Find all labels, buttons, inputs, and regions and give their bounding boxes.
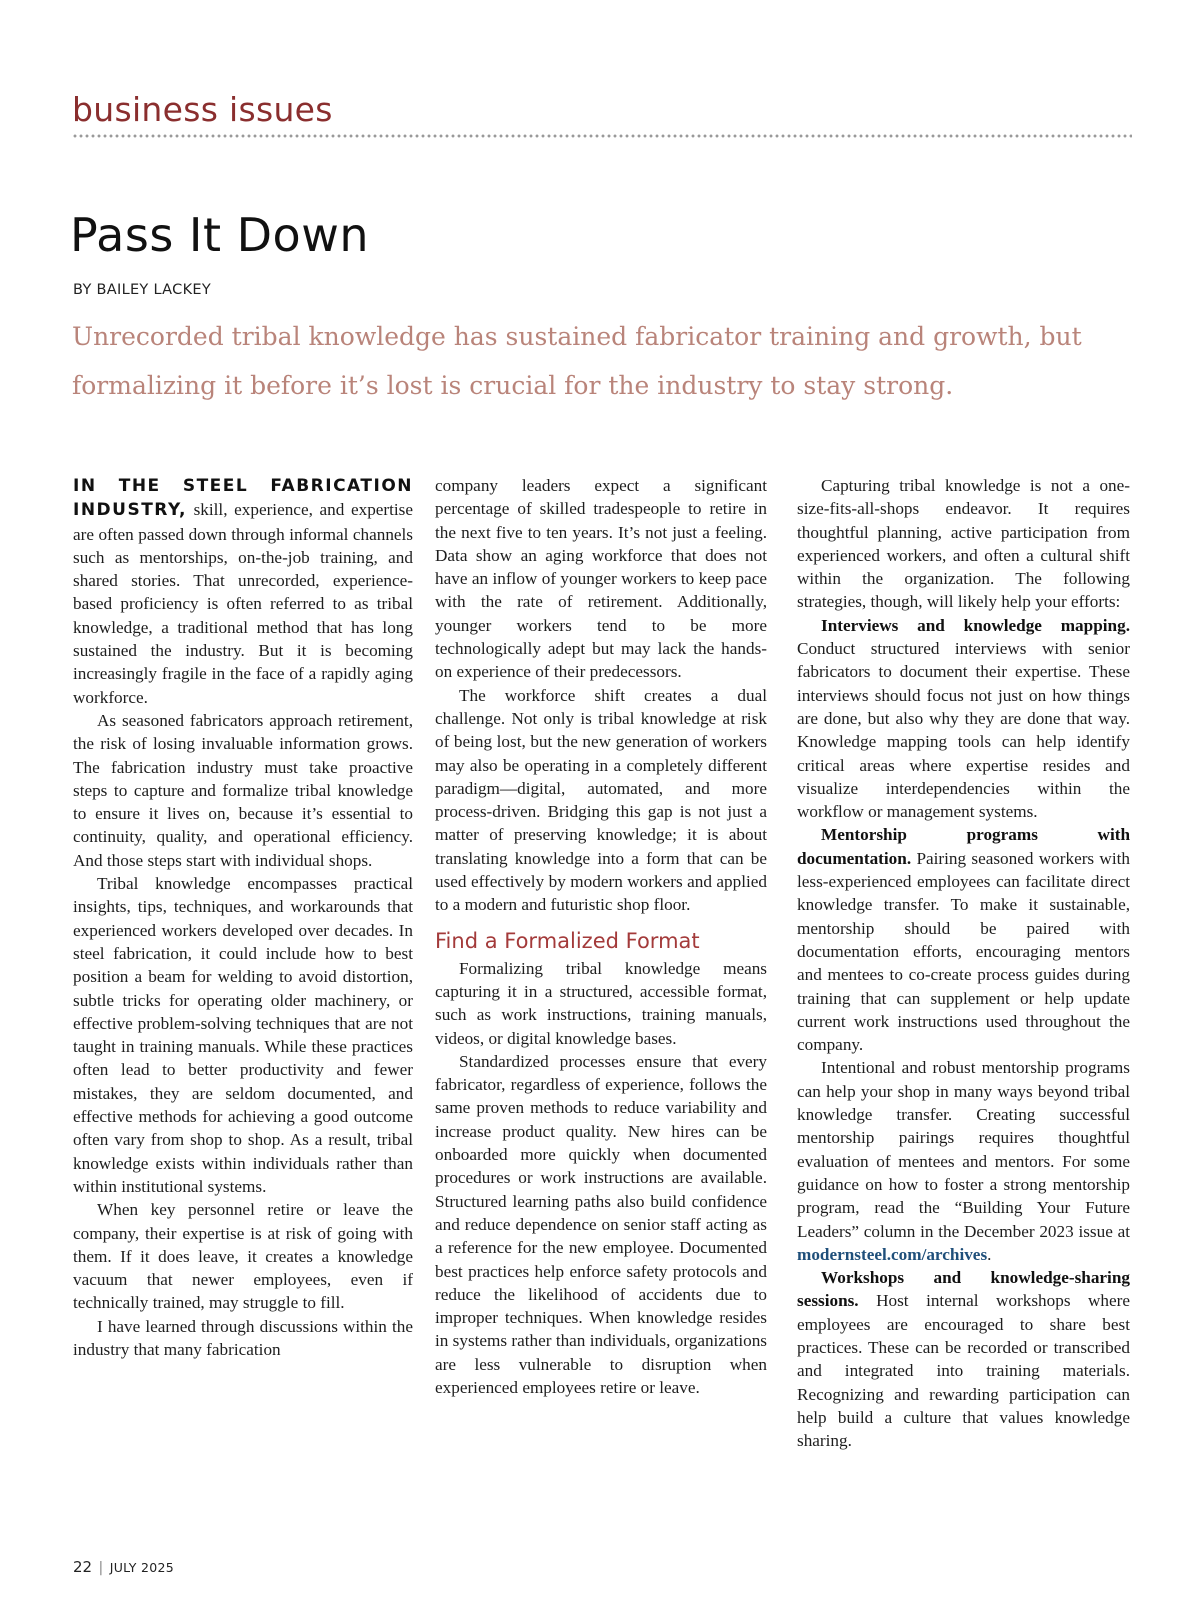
paragraph: Tribal knowledge encompasses practical insights, tips, techniques, and workarounds that experienced workers developed over decades. In steel fabrication, it could include how to best position a beam for welding to avoid distortion, subtle tricks for operating older machinery, or effective problem-solving techniques that are not taught in training manuals. While these practices often lead to better productivity and fewer mistakes, they are seldom documented, and effective methods for achieving a good outcome often vary from shop to shop. As a result, tribal knowledge exists within individuals rather than within institutional systems. (73, 874, 413, 1196)
paragraph: company leaders expect a significant percentage of skilled tradespeople to retire in the next five to ten years. It’s not just a feeling. Data show an aging workforce that does not have an inflow of younger workers to keep pace with the rate of retirement. Additionally, younger workers tend to be more technologically adept but may lack the hands-on experience of their predecessors. (435, 476, 767, 682)
article-deck: Unrecorded tribal knowledge has sustained fabricator training and growth, but formalizing it before it’s lost is crucial for the industry to stay strong. (72, 322, 1082, 400)
paragraph-text: Host internal workshops where employees are encouraged to share best practices. These can be recorded or transcribed and integrated into training materials. Recognizing and rewarding participation can help build a culture that values knowledge sharing. (797, 1291, 1131, 1451)
footer-separator: | (98, 1560, 104, 1576)
paragraph (797, 1266, 1130, 1452)
paragraph (797, 1056, 1130, 1266)
paragraph-text: Pairing seasoned workers with less-experienced employees can facilitate direct knowledge transfer. To make it sustainable, mentorship should be paired with documentation efforts, encouraging mentors and mentees to co-create process guides during training that can supplement or help update current work instructions used throughout the company. (797, 848, 1130, 1055)
section-label: business issues (72, 90, 333, 129)
column-3 (797, 474, 1130, 1452)
paragraph (797, 823, 1130, 1056)
paragraph: Capturing tribal knowledge is not a one-size-fits-all-shops endeavor. It requires thoughtful planning, active participation from experienced workers, and often a cultural shift within the organization. The following strategies, though, will likely help your efforts: (797, 476, 1130, 612)
paragraph (797, 614, 1130, 824)
archives-link[interactable]: modernsteel.com/archives (797, 1244, 988, 1264)
paragraph-text: skill, experience, and expertise are often passed down through informal channels such as mentorships, on-the-job training, and shared stories. That unrecorded, experience-based proficiency is often referred to as tribal knowledge, a traditional method that has long sustained the industry. But it is becoming increasingly fragile in the face of a rapidly aging workforce. (73, 500, 414, 707)
page-number: 22 (73, 1558, 93, 1576)
dotted-divider (72, 134, 1132, 138)
paragraph: When key personnel retire or leave the company, their expertise is at risk of going with them. If it does leave, it creates a knowledge vacuum that newer employees, even if technically trained, may struggle to fill. (73, 1200, 413, 1313)
subheading: Find a Formalized Format (435, 928, 700, 953)
paragraph: I have learned through discussions within the industry that many fabrication (73, 1316, 413, 1359)
punctuation: . (987, 1244, 992, 1264)
paragraph: Standardized processes ensure that every fabricator, regardless of experience, follows the same proven methods to reduce variability and increase product quality. New hires can be onboarded more quickly when documented procedures or work instructions are available. Structured learning paths also build confidence and reduce dependence on senior staff acting as a reference for the new employee. Documented best practices help enforce safety protocols and reduce the likelihood of accidents due to improper techniques. When knowledge resides in systems rather than individuals, organizations are less vulnerable to disruption when experienced employees retire or leave. (435, 1051, 767, 1397)
paragraph-text: Conduct structured interviews with senior fabricators to document their expertise. These interviews should focus not just on how things are done, but also why they are done that way. Knowledge mapping tools can help identify critical areas where expertise resides and visualize interdependencies within the workflow or management systems. (797, 639, 1130, 822)
issue-date: JULY 2025 (109, 1560, 174, 1575)
column-2 (435, 474, 767, 1399)
article-title: Pass It Down (70, 208, 369, 262)
run-in-head: Interviews and knowledge mapping. (821, 615, 1130, 635)
paragraph (73, 474, 413, 709)
paragraph-text: Intentional and robust mentorship programs can help your shop in many ways beyond tribal knowledge transfer. Creating successful mentorship pairings requires thoughtful evaluation of mentees and mentors. For some guidance on how to foster a strong mentorship program, read the “Building Your Future Leaders” column in the December 2023 issue at (797, 1058, 1130, 1241)
paragraph: As seasoned fabricators approach retirement, the risk of losing invaluable information grows. The fabrication industry must take proactive steps to capture and formalize tribal knowledge to ensure it lives on, because it’s essential to continuity, quality, and operational efficiency. And those steps start with individual shops. (73, 710, 413, 870)
page-footer (73, 1558, 174, 1576)
run-in-head: Workshops and knowledge-sharing sessions. (797, 1268, 1130, 1311)
column-1 (73, 474, 413, 1361)
byline: BY BAILEY LACKEY (73, 282, 211, 298)
paragraph: The workforce shift creates a dual challenge. Not only is tribal knowledge at risk of being lost, but the new generation of workers may also be operating in a completely different paradigm—digital, automated, and more process-driven. Bridging this gap is not just a matter of preserving knowledge; it is about translating knowledge into a form that can be used effectively by modern workers and applied to a modern and futuristic shop floor. (435, 685, 767, 915)
run-in-head: Mentorship programs with documentation. (797, 825, 1130, 868)
paragraph: Formalizing tribal knowledge means capturing it in a structured, accessible format, such as work instructions, training manuals, videos, or digital knowledge bases. (435, 958, 767, 1048)
lead-in: IN THE STEEL FABRICATION INDUSTRY, (73, 476, 413, 521)
